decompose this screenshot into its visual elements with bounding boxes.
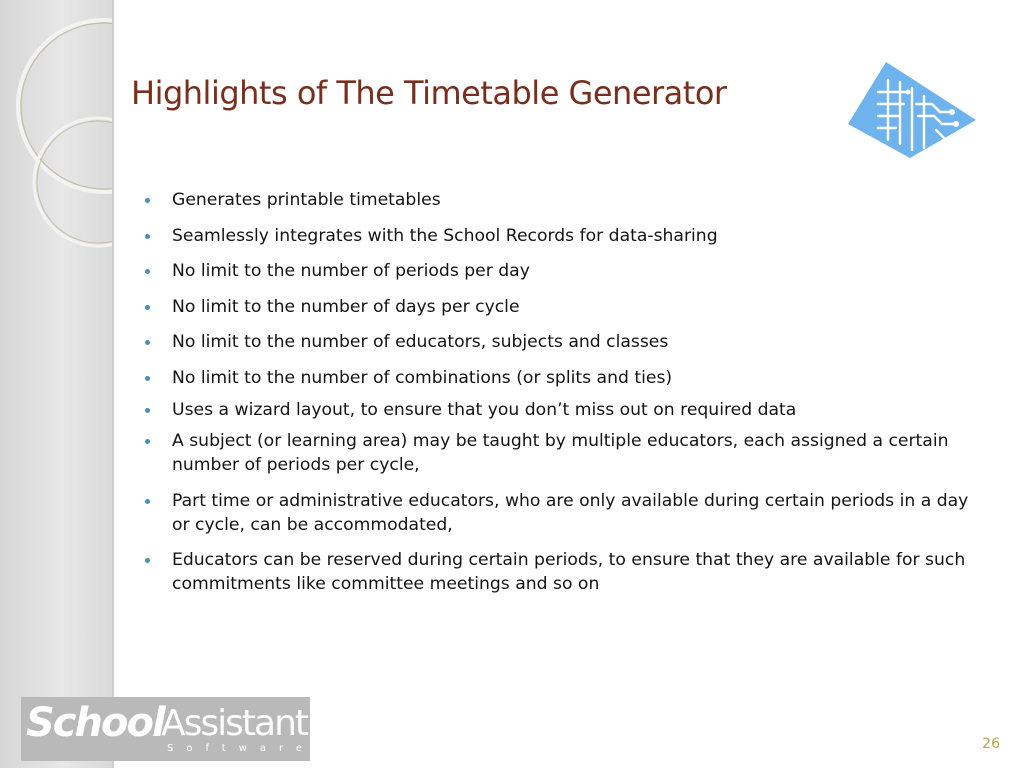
bullet-item: No limit to the number of combinations (or splits and ties) bbox=[140, 366, 970, 390]
brand-software-text: Software bbox=[167, 743, 316, 754]
bullet-item: Seamlessly integrates with the School Records for data-sharing bbox=[140, 224, 970, 248]
bullet-item: Part time or administrative educators, who are only available during certain periods in a day or cycle, can be accommodated, bbox=[140, 489, 970, 537]
bullet-item: A subject (or learning area) may be taught by multiple educators, each assigned a certain number of periods per cycle, bbox=[140, 429, 970, 477]
bullet-item: Educators can be reserved during certain periods, to ensure that they are available for such commitments like committee meetings and so on bbox=[140, 548, 970, 596]
bullet-item: No limit to the number of educators, subjects and classes bbox=[140, 330, 970, 354]
left-decorative-band bbox=[0, 0, 114, 768]
brand-assistant-text: Assistant bbox=[161, 703, 308, 744]
bullet-list bbox=[140, 188, 970, 608]
page-number: 26 bbox=[982, 736, 1000, 752]
bullet-item: Uses a wizard layout, to ensure that you don’t miss out on required data bbox=[140, 398, 970, 422]
brand-school-text: School bbox=[26, 700, 164, 746]
bullet-item: No limit to the number of days per cycle bbox=[140, 295, 970, 319]
decorative-circles bbox=[0, 0, 114, 260]
bullet-item: Generates printable timetables bbox=[140, 188, 970, 212]
band-edge bbox=[112, 0, 114, 768]
bullet-item: No limit to the number of periods per day bbox=[140, 259, 970, 283]
school-assistant-logo bbox=[21, 697, 316, 761]
slide-title: Highlights of The Timetable Generator bbox=[131, 74, 727, 112]
circuit-diamond-icon bbox=[848, 60, 976, 158]
